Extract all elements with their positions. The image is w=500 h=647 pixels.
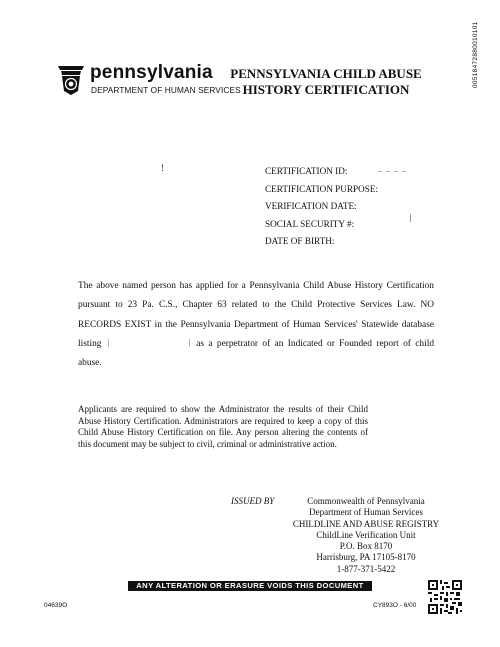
issuer-line-6: Harrisburg, PA 17105-8170 xyxy=(316,552,416,563)
form-code-left: 04639O xyxy=(44,602,68,609)
certification-purpose-label: CERTIFICATION PURPOSE: xyxy=(265,183,379,194)
verification-date-label: VERIFICATION DATE: xyxy=(265,201,357,212)
issuer-line-1: Commonwealth of Pennsylvania xyxy=(307,496,425,506)
statement-part-1: The above named person has applied for a Pennsylvania Child Abuse History Certification pursuant to 23 Pa. C.S., Chapter 63 related to the Child Protective Services Law. NO RECORDS EXIST in the Pennsylvania Department of Human Services' Statewide database listing xyxy=(78,281,434,349)
certification-statement xyxy=(78,277,434,373)
issuer-line-5: P.O. Box 8170 xyxy=(339,541,393,552)
serial-number: 00518472880010101 xyxy=(472,21,479,88)
alteration-warning: ANY ALTERATION OR ERASURE VOIDS THIS DOCUMENT xyxy=(128,581,372,591)
tick-mark: ! xyxy=(161,163,164,173)
title-line-1: PENNSYLVANIA CHILD ABUSE xyxy=(230,66,422,81)
issuer-block xyxy=(278,496,454,575)
redacted-name xyxy=(108,339,190,347)
dob-label: DATE OF BIRTH: xyxy=(265,236,335,247)
issuer-line-2: Department of Human Services xyxy=(309,507,423,518)
issued-by-label: ISSUED BY xyxy=(231,496,275,506)
ssn-redaction-mark xyxy=(410,214,411,222)
logo-wordmark: pennsylvania xyxy=(90,62,213,83)
issuer-line-3: CHILDLINE AND ABUSE REGISTRY xyxy=(292,518,440,529)
document-title xyxy=(220,66,432,98)
keystone-seal-icon xyxy=(56,64,86,96)
certification-id-value: _ _ _ _ xyxy=(378,164,407,173)
qr-code-icon xyxy=(428,580,462,614)
logo-department: DEPARTMENT OF HUMAN SERVICES xyxy=(91,85,241,95)
statement-part-2: as a perpetrator of an Indicated or Founded report of child abuse. xyxy=(78,338,435,369)
form-code-right: CY893O - 6/00 xyxy=(373,602,417,609)
applicant-notice: Applicants are required to show the Administrator the results of their Child Abuse History Certification. Administrators are required to keep a copy of this Child Abuse History Certification on file. Any person altering the contents of this document may be subject to civil, criminal or administrative action. xyxy=(78,404,368,449)
ssn-label: SOCIAL SECURITY #: xyxy=(265,218,355,229)
certification-fields xyxy=(265,163,378,251)
certification-id-label: CERTIFICATION ID: xyxy=(265,166,348,176)
issuer-line-7: 1-877-371-5422 xyxy=(336,563,396,574)
title-line-2: HISTORY CERTIFICATION xyxy=(242,82,410,97)
issuer-line-4: ChildLine Verification Unit xyxy=(316,529,416,540)
